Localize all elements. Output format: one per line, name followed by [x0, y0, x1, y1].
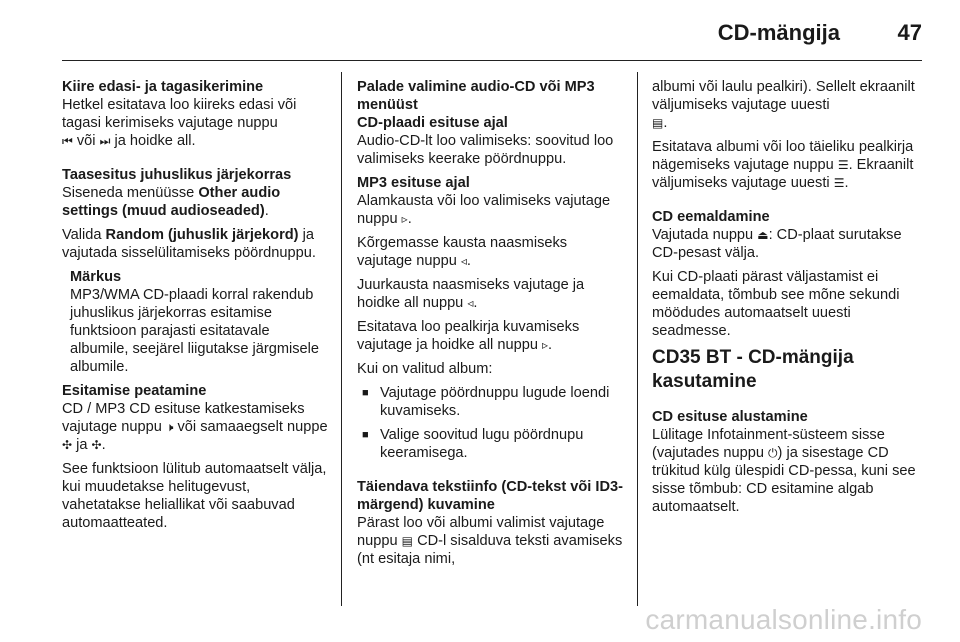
paragraph: Vajutada nuppu ⏏: CD-plaat surutakse CD-pesast välja.: [652, 227, 902, 261]
section-heading: Kiire edasi- ja tagasikerimine: [62, 79, 264, 95]
paragraph: Juurkausta naasmiseks vajutage ja hoidke all nuppu ◃.: [357, 277, 585, 311]
paragraph: Kõrgemasse kausta naasmiseks vajutage nuppu ◃.: [357, 235, 568, 269]
arrow-right-icon: ▹: [401, 212, 408, 226]
subsection-heading: MP3 esituse ajal: [357, 175, 470, 191]
arrow-right-icon: ▹: [542, 338, 549, 352]
volume-up-icon: ✣: [62, 438, 73, 452]
column-divider: [341, 72, 342, 606]
watermark: carmanualsonline.info: [645, 604, 922, 635]
note-heading: Märkus: [70, 269, 122, 285]
column-left: [62, 78, 328, 538]
paragraph: Esitatava albumi või loo täieliku pealkirja nägemiseks vajutage nuppu ☰. Ekraanilt väljumiseks vajutage uuesti ☰.: [652, 139, 914, 191]
eject-icon: ⏏: [757, 228, 769, 242]
section-heading: CD eemaldamine: [652, 209, 770, 225]
text-info-icon: ▤: [401, 534, 413, 548]
page-title: CD-mängija: [717, 20, 840, 45]
section-heading: Esitamise peatamine: [62, 383, 207, 399]
paragraph: Siseneda menüüsse Other audio settings (muud audioseaded).: [62, 185, 281, 219]
column-middle: [357, 78, 623, 574]
paragraph: Lülitage Infotainment-süsteem sisse (vajutades nuppu ⏻) ja sisestage CD trükitud külg ülespidi CD-pessa, kuni see sisse tõmbub: CD esitamine algab automaatselt.: [652, 427, 916, 515]
note-box: [62, 268, 328, 376]
paragraph: Kui on valitud album:: [357, 361, 493, 377]
mute-icon: 🕨: [165, 420, 174, 434]
paragraph: See funktsioon lülitub automaatselt välja, kui muudetakse helitugevust, vahetatakse heliallikat või saabuvad automaatteated.: [62, 461, 327, 531]
list-item: ■ Valige soovitud lugu pöördnupu keeramisega.: [357, 426, 623, 462]
paragraph: Hetkel esitatava loo kiireks edasi või tagasi kerimiseks vajutage nuppu ⏮ või ⏭ ja hoidke all.: [62, 97, 297, 149]
page-number: 47: [897, 20, 922, 45]
section-heading: CD esituse alustamine: [652, 409, 808, 425]
skip-forward-icon: ⏭: [99, 134, 111, 148]
column-divider: [637, 72, 638, 606]
paragraph: Esitatava loo pealkirja kuvamiseks vajutage ja hoidke all nuppu ▹.: [357, 319, 580, 353]
paragraph: CD / MP3 CD esituse katkestamiseks vajutage nuppu 🕨 või samaaegselt nuppe ✣ ja ✣.: [62, 401, 328, 453]
arrow-left-icon: ◃: [467, 296, 474, 310]
section-heading: Täiendava tekstiinfo (CD-tekst või ID3-märgend) kuvamine: [357, 479, 623, 513]
text-info-icon: ▤: [652, 116, 664, 130]
paragraph: Audio-CD-lt loo valimiseks: soovitud loo valimiseks keerake pöördnuppu.: [357, 133, 614, 167]
paragraph: albumi või laulu pealkiri). Sellelt ekraanilt väljumiseks vajutage uuesti ▤.: [652, 79, 915, 131]
section-heading: Taasesitus juhuslikus järjekorras: [62, 167, 292, 183]
paragraph: Pärast loo või albumi valimist vajutage nuppu ▤ CD-l sisalduva teksti avamiseks (nt esitaja nimi,: [357, 515, 623, 567]
menu-list-icon: ☰: [833, 176, 845, 190]
note-text: MP3/WMA CD-plaadi korral rakendub juhuslikus järjekorras esitamise funktsioon parajasti esitatavale albumile, seejärel liigutakse järgmisele albumile.: [70, 287, 320, 375]
paragraph: Kui CD-plaati pärast väljastamist ei eemaldata, tõmbub see mõne sekundi möödudes automaatselt uuesti seadmesse.: [652, 269, 900, 339]
menu-list-icon: ☰: [837, 158, 849, 172]
arrow-left-icon: ◃: [460, 254, 467, 268]
skip-back-icon: ⏮: [62, 134, 73, 148]
paragraph: Alamkausta või loo valimiseks vajutage nuppu ▹.: [357, 193, 611, 227]
list-item: ■ Vajutage pöördnuppu lugude loendi kuvamiseks.: [357, 384, 623, 420]
power-icon: ⏻: [768, 446, 778, 460]
bullet-icon: ■: [362, 387, 369, 399]
chapter-heading: CD35 BT - CD-mängija kasutamine: [652, 347, 854, 392]
bullet-icon: ■: [362, 429, 369, 441]
volume-down-icon: ✣: [91, 438, 102, 452]
paragraph: Valida Random (juhuslik järjekord) ja vajutada sisselülitamiseks pöördnuppu.: [62, 227, 316, 261]
column-right: [652, 78, 918, 522]
section-heading: Palade valimine audio-CD või MP3 menüüst: [357, 79, 595, 113]
header-divider: [62, 60, 922, 61]
subsection-heading: CD-plaadi esituse ajal: [357, 115, 508, 131]
